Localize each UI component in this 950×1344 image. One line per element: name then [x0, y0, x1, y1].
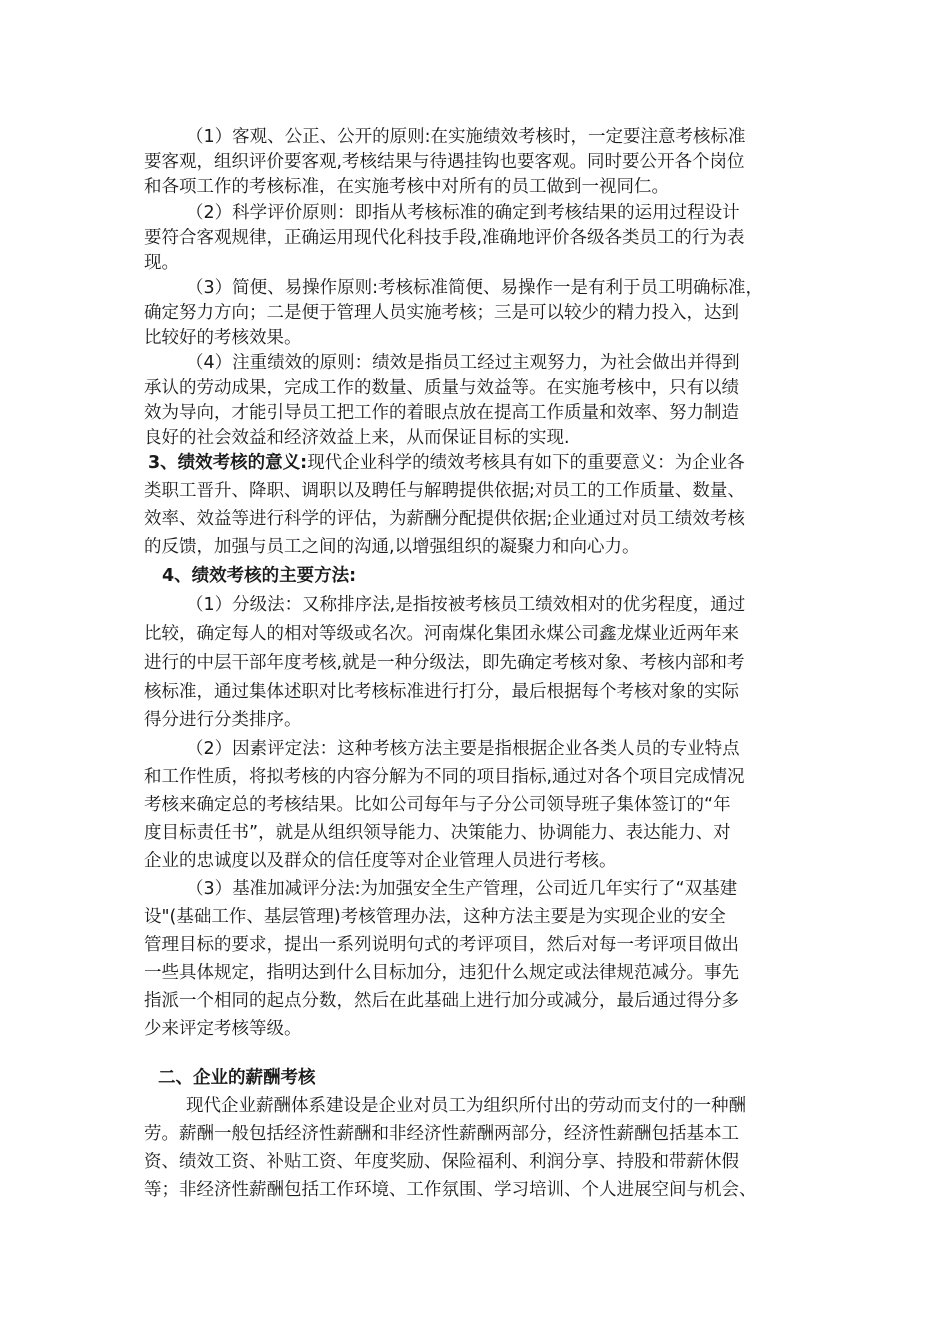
- paragraph-line: （2）科学评价原则：即指从考核标准的确定到考核结果的运用过程设计: [186, 203, 740, 223]
- paragraph-line: 少来评定考核等级。: [144, 1019, 302, 1039]
- paragraph-text: 现代企业科学的绩效考核具有如下的重要意义：为企业各: [307, 453, 745, 473]
- significance-line: [148, 451, 745, 475]
- paragraph-line: 管理目标的要求，提出一系列说明句式的考评项目，然后对每一考评项目做出: [144, 935, 739, 955]
- paragraph-line: 设"(基础工作、基层管理)考核管理办法，这种方法主要是为实现企业的安全: [144, 907, 726, 927]
- paragraph-line: 比较好的考核效果。: [144, 328, 302, 348]
- heading-salary: 二、企业的薪酬考核: [158, 1068, 316, 1088]
- paragraph-line: 度目标责任书”，就是从组织领导能力、决策能力、协调能力、表达能力、对: [144, 823, 731, 843]
- paragraph-line: 现代企业薪酬体系建设是企业对员工为组织所付出的劳动而支付的一种酬: [186, 1096, 746, 1116]
- paragraph-line: 和各项工作的考核标准，在实施考核中对所有的员工做到一视同仁。: [144, 177, 669, 197]
- paragraph-line: 良好的社会效益和经济效益上来，从而保证目标的实现.: [144, 428, 570, 448]
- paragraph-line: （3）简便、易操作原则:考核标准简便、易操作一是有利于员工明确标准，: [186, 278, 764, 298]
- paragraph-line: （1）客观、公正、公开的原则:在实施绩效考核时，一定要注意考核标准: [186, 127, 746, 147]
- paragraph-line: 劳。薪酬一般包括经济性薪酬和非经济性薪酬两部分，经济性薪酬包括基本工: [144, 1124, 739, 1144]
- heading-significance: 3、绩效考核的意义:: [148, 453, 308, 473]
- paragraph-line: 得分进行分类排序。: [144, 710, 302, 730]
- paragraph-line: （4）注重绩效的原则：绩效是指员工经过主观努力，为社会做出并得到: [186, 353, 740, 373]
- paragraph-line: 类职工晋升、降职、调职以及聘任与解聘提供依据;对员工的工作质量、数量、: [144, 481, 745, 501]
- paragraph-line: 效率、效益等进行科学的评估，为薪酬分配提供依据;企业通过对员工绩效考核: [144, 509, 745, 529]
- paragraph-line: 的反馈，加强与员工之间的沟通,以增强组织的凝聚力和向心力。: [144, 537, 640, 557]
- paragraph-line: 比较，确定每人的相对等级或名次。河南煤化集团永煤公司鑫龙煤业近两年来: [144, 624, 739, 644]
- paragraph-line: 要符合客观规律，正确运用现代化科技手段,准确地评价各级各类员工的行为表: [144, 228, 745, 248]
- paragraph-line: 核标准，通过集体述职对比考核标准进行打分，最后根据每个考核对象的实际: [144, 682, 739, 702]
- paragraph-line: 和工作性质，将拟考核的内容分解为不同的项目指标,通过对各个项目完成情况: [144, 767, 745, 787]
- paragraph-line: 资、绩效工资、补贴工资、年度奖励、保险福利、利润分享、持股和带薪休假: [144, 1152, 739, 1172]
- paragraph-line: （1）分级法：又称排序法,是指按被考核员工绩效相对的优劣程度，通过: [186, 595, 746, 615]
- paragraph-line: 效为导向，才能引导员工把工作的着眼点放在提高工作质量和效率、努力制造: [144, 403, 739, 423]
- paragraph-line: 考核来确定总的考核结果。比如公司每年与子分公司领导班子集体签订的“年: [144, 795, 731, 815]
- heading-methods: 4、绩效考核的主要方法:: [162, 566, 357, 586]
- paragraph-line: 要客观，组织评价要客观,考核结果与待遇挂钩也要客观。同时要公开各个岗位: [144, 152, 745, 172]
- paragraph-line: （2）因素评定法：这种考核方法主要是指根据企业各类人员的专业特点: [186, 739, 740, 759]
- paragraph-line: 指派一个相同的起点分数，然后在此基础上进行加分或减分，最后通过得分多: [144, 991, 739, 1011]
- paragraph-line: 一些具体规定，指明达到什么目标加分，违犯什么规定或法律规范减分。事先: [144, 963, 739, 983]
- paragraph-line: 承认的劳动成果，完成工作的数量、质量与效益等。在实施考核中，只有以绩: [144, 378, 739, 398]
- paragraph-line: 进行的中层干部年度考核,就是一种分级法，即先确定考核对象、考核内部和考: [144, 653, 745, 673]
- paragraph-line: 确定努力方向；二是便于管理人员实施考核；三是可以较少的精力投入，达到: [144, 303, 739, 323]
- paragraph-line: 等；非经济性薪酬包括工作环境、工作氛围、学习培训、个人进展空间与机会、: [144, 1180, 757, 1200]
- paragraph-line: （3）基准加减评分法:为加强安全生产管理，公司近几年实行了“双基建: [186, 879, 738, 899]
- paragraph-line: 企业的忠诚度以及群众的信任度等对企业管理人员进行考核。: [144, 851, 617, 871]
- paragraph-line: 现。: [144, 253, 179, 273]
